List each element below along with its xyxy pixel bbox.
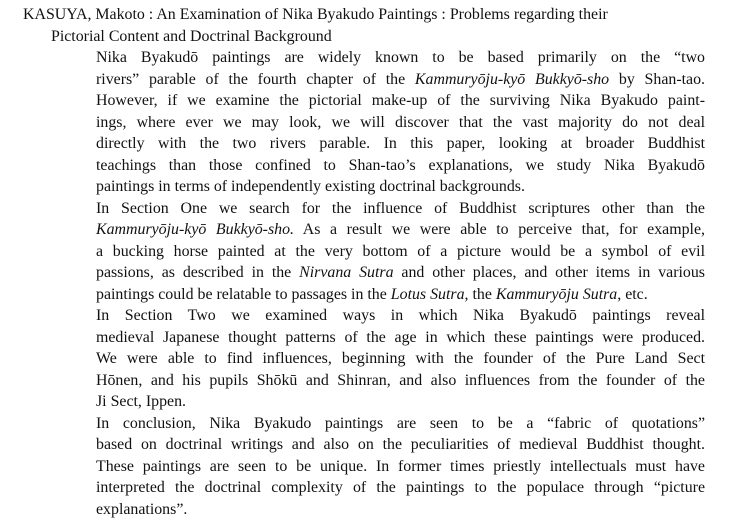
italic-title: Nirvana Sutra (299, 264, 394, 281)
text-segment: In conclusion, Nika Byakudo paintings are seen to be a “fabric of quotations” (96, 414, 705, 432)
text-line (50, 391, 705, 413)
italic-title: Kammuryōju-kyō Bukkyō-sho (414, 70, 610, 88)
text-segment: In Section One we search for the influence of Buddhist scriptures other than the (96, 199, 705, 217)
text-line (50, 112, 705, 134)
header-line-1: KASUYA, Makoto : An Examination of Nika Byakudo Paintings : Problems regarding their (23, 6, 608, 23)
text-line (50, 69, 705, 91)
abstract-paragraph (50, 198, 705, 306)
text-segment: Hōnen, and his pupils Shōkū and Shinran, and also influences from the founder of the (96, 371, 705, 389)
abstract-paragraph (50, 47, 705, 198)
text-line (50, 176, 705, 198)
text-segment: interpreted the doctrinal complexity of the paintings to the populace through “picture (96, 479, 705, 496)
text-line (50, 133, 705, 155)
text-segment: As a result we were able to perceive that, for example, (294, 221, 705, 238)
text-line (50, 348, 705, 370)
text-line (50, 370, 705, 392)
text-line (50, 47, 705, 69)
text-line (50, 456, 705, 478)
text-segment: Ji Sect, Ippen. (96, 393, 187, 410)
text-segment: a bucking horse painted at the very bottom of a picture would be a symbol of evil (96, 242, 705, 260)
text-segment: explanations”. (96, 500, 188, 518)
text-segment: rivers” parable of the fourth chapter of the (96, 70, 415, 88)
text-segment: passions, as described in the (96, 264, 300, 281)
abstract-header (23, 4, 741, 47)
italic-title: Kammuryōju-kyō Bukkyō-sho. (96, 221, 295, 238)
text-line (50, 284, 705, 306)
abstract-paragraph (50, 305, 705, 413)
text-segment: In Section Two we examined ways in which Nika Byakudō paintings reveal (96, 307, 705, 324)
text-segment: by Shan-tao. (609, 70, 705, 88)
text-line (50, 155, 705, 177)
text-line (50, 413, 705, 435)
text-segment: and other places, and other items in various (393, 264, 705, 281)
text-line (50, 241, 705, 263)
text-segment: directly with the two rivers parable. In this paper, looking at broader Buddhist (96, 135, 705, 152)
text-line (50, 477, 705, 499)
italic-title: Lotus Sutra, (390, 285, 469, 303)
text-line (50, 262, 705, 284)
text-segment: teachings than those confined to Shan-tao’s explanations, we study Nika Byakudō (96, 156, 705, 174)
text-segment: ings, where ever we may look, we will discover that the vast majority do not deal (96, 113, 705, 131)
text-line (50, 90, 705, 112)
text-segment: However, if we examine the pictorial make-up of the surviving Nika Byakudo paint- (96, 92, 705, 109)
text-segment: We were able to find influences, beginning with the founder of the Pure Land Sect (96, 350, 705, 367)
italic-title: Kammuryōju Sutra, (495, 285, 622, 303)
text-line (50, 305, 705, 327)
text-line (50, 434, 705, 456)
text-segment: paintings could be relatable to passages in the (96, 285, 391, 303)
text-line (50, 499, 705, 521)
text-line (50, 198, 705, 220)
header-line-2: Pictorial Content and Doctrinal Background (51, 27, 332, 45)
text-line (50, 327, 705, 349)
text-segment: etc. (621, 285, 648, 303)
abstract-body (50, 47, 705, 520)
text-segment: paintings in terms of independently existing doctrinal backgrounds. (96, 178, 525, 195)
text-segment: Nika Byakudō paintings are widely known to be based primarily on the “two (96, 49, 705, 66)
text-line (50, 219, 705, 241)
text-segment: medieval Japanese thought patterns of the age in which these paintings were produced. (96, 328, 705, 346)
text-segment: These paintings are seen to be unique. In former times priestly intellectuals must have (96, 457, 705, 475)
text-segment: based on doctrinal writings and also on the peculiarities of medieval Buddhist thought. (96, 436, 705, 453)
text-segment: the (468, 285, 496, 303)
abstract-paragraph (50, 413, 705, 521)
